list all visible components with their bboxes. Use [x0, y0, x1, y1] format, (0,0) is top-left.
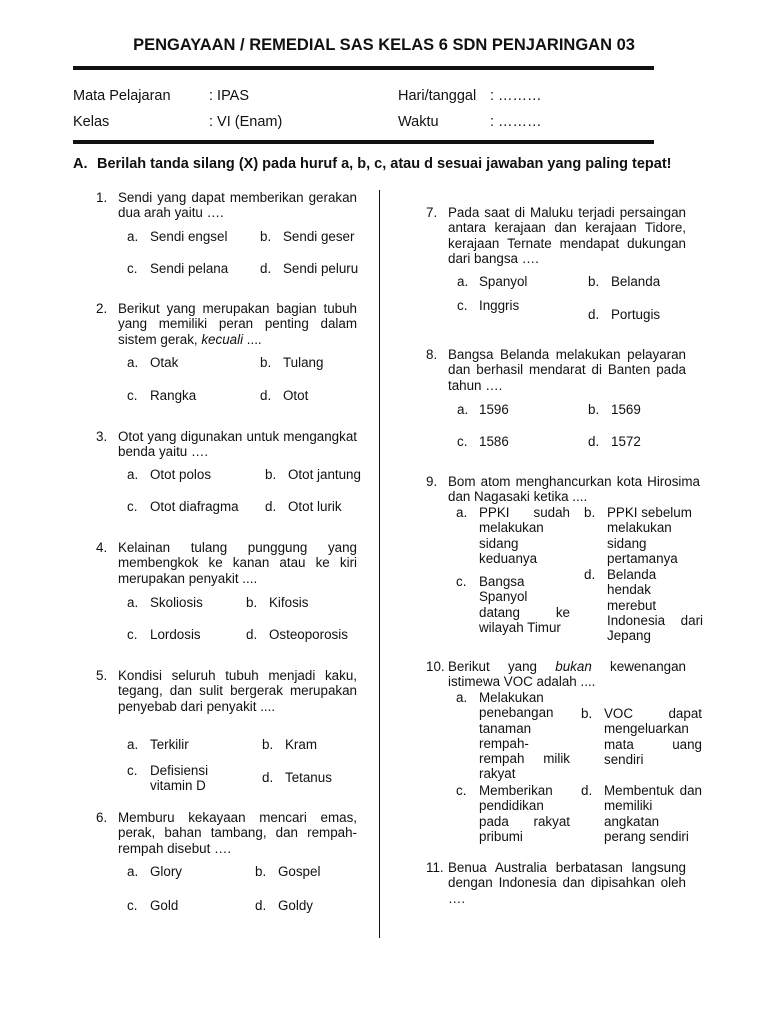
option-text: Tulang — [283, 355, 324, 370]
option-text: Memberikan pendidikan pada rakyat pribumi — [479, 783, 570, 844]
question-stem: Bom atom menghancurkan kota Hirosima dan Nagasaki ketika .... — [448, 474, 700, 505]
subject-label: Mata Pelajaran — [73, 88, 171, 104]
option-letter: a. — [127, 467, 139, 482]
option-text: Sendi pelana — [150, 261, 229, 276]
option-text: Spanyol — [479, 274, 528, 289]
option-letter: c. — [456, 783, 467, 798]
option-text: Otot polos — [150, 467, 212, 482]
option-text: Osteoporosis — [269, 627, 348, 642]
option-letter: a. — [457, 274, 469, 289]
option-letter: b. — [262, 737, 274, 752]
question-9 — [426, 474, 700, 505]
section-letter: A. — [73, 156, 88, 172]
option-text: Portugis — [611, 307, 661, 322]
instruction-text: Berilah tanda silang (X) pada huruf a, b, c, atau d sesuai jawaban yang paling tepat! — [97, 156, 672, 172]
option-letter: b. — [265, 467, 277, 482]
question-stem: Bangsa Belanda melakukan pelayaran dan berhasil mendarat di Banten pada tahun …. — [448, 347, 686, 393]
question-stem: Kondisi seluruh tubuh menjadi kaku, tegang, dan sulit bergerak merupakan penyebab dari penyakit .... — [118, 668, 357, 714]
option-letter: d. — [584, 567, 596, 582]
question-number: 2. — [96, 301, 108, 316]
question-number: 5. — [96, 668, 108, 683]
option-text: Bangsa Spanyol datang ke wilayah Timur — [479, 574, 570, 635]
option-letter: d. — [588, 434, 600, 449]
option-text: Belanda — [611, 274, 661, 289]
option-text: PPKI sudah melakukan sidang keduanya — [479, 505, 570, 566]
column-divider — [379, 190, 380, 938]
question-3 — [96, 429, 357, 460]
question-2 — [96, 301, 357, 347]
question-number: 6. — [96, 810, 108, 825]
option-text: Membentuk dan memiliki angkatan perang sendiri — [604, 783, 702, 844]
option-letter: a. — [127, 229, 139, 244]
option-text: Tetanus — [285, 770, 332, 785]
option-letter: b. — [246, 595, 258, 610]
question-10 — [426, 659, 686, 690]
option-text: VOC dapat mengeluarkan mata uang sendiri — [604, 706, 702, 767]
option-letter: d. — [260, 388, 272, 403]
option-text: Melakukan penebangan tanaman rempah-rempah milik rakyat — [479, 690, 570, 782]
option-letter: a. — [127, 737, 139, 752]
option-text: Kram — [285, 737, 317, 752]
option-text: PPKI sebelum melakukan sidang pertamanya — [607, 505, 692, 566]
question-stem: Memburu kekayaan mencari emas, perak, bahan tambang, dan rempah-rempah disebut …. — [118, 810, 357, 856]
question-stem: Kelainan tulang punggung yang membengkok ke kanan atau ke kiri merupakan penyakit .... — [118, 540, 357, 586]
class-value: : VI (Enam) — [209, 114, 283, 130]
question-5 — [96, 668, 357, 714]
option-text: Glory — [150, 864, 182, 879]
worksheet-title: PENGAYAAN / REMEDIAL SAS KELAS 6 SDN PENJARINGAN 03 — [133, 36, 635, 54]
option-letter: c. — [127, 388, 138, 403]
option-letter: a. — [127, 355, 139, 370]
time-label: Waktu — [398, 114, 439, 130]
option-text: Lordosis — [150, 627, 201, 642]
section-instruction — [73, 156, 703, 172]
question-stem: Otot yang digunakan untuk mengangkat benda yaitu …. — [118, 429, 357, 460]
option-text: Belanda hendak merebut Indonesia dari Jepang — [607, 567, 703, 644]
option-letter: a. — [457, 402, 469, 417]
option-text: Otot lurik — [288, 499, 342, 514]
option-text: Kifosis — [269, 595, 309, 610]
option-letter: d. — [581, 783, 593, 798]
stem-text: Berikut yang merupakan bagian tubuh yang memiliki peran penting dalam sistem gerak, — [118, 301, 357, 347]
header-bottom-divider — [73, 140, 654, 144]
option-letter: c. — [127, 499, 138, 514]
option-text: Sendi geser — [283, 229, 355, 244]
option-text: Gold — [150, 898, 179, 913]
option-text: 1596 — [479, 402, 509, 417]
option-letter: d. — [260, 261, 272, 276]
option-text: Gospel — [278, 864, 321, 879]
option-text: Defisiensi vitamin D — [150, 763, 209, 794]
subject-value: : IPAS — [209, 88, 250, 104]
option-letter: d. — [265, 499, 277, 514]
option-letter: c. — [457, 434, 468, 449]
question-number: 3. — [96, 429, 108, 444]
option-letter: b. — [584, 505, 596, 520]
question-number: 10. — [426, 659, 445, 674]
date-label: Hari/tanggal — [398, 88, 477, 104]
option-letter: a. — [456, 505, 468, 520]
option-text: Otak — [150, 355, 179, 370]
question-number: 8. — [426, 347, 438, 362]
option-letter: a. — [127, 595, 139, 610]
question-number: 11. — [426, 860, 444, 875]
question-4 — [96, 540, 357, 586]
option-text: Sendi peluru — [283, 261, 359, 276]
stem-emphasis: bukan — [555, 659, 592, 674]
option-text: Terkilir — [150, 737, 189, 752]
question-8 — [426, 347, 686, 393]
question-number: 9. — [426, 474, 438, 489]
option-text: 1569 — [611, 402, 641, 417]
stem-text: .... — [243, 331, 262, 347]
stem-text: kewenangan istimewa VOC adalah .... — [448, 659, 686, 690]
option-text: Otot diafragma — [150, 499, 239, 514]
date-value: : ……… — [490, 88, 542, 104]
option-letter: d. — [262, 770, 274, 785]
question-number: 7. — [426, 205, 438, 220]
question-11 — [426, 860, 686, 906]
option-letter: b. — [260, 355, 272, 370]
top-divider — [73, 66, 654, 70]
option-text: Skoliosis — [150, 595, 203, 610]
option-letter: d. — [588, 307, 600, 322]
option-letter: c. — [456, 574, 467, 589]
option-letter: c. — [127, 627, 138, 642]
question-stem — [448, 659, 686, 690]
option-text: Rangka — [150, 388, 197, 403]
stem-text: Berikut yang — [448, 659, 556, 674]
question-7 — [426, 205, 686, 266]
option-text: Sendi engsel — [150, 229, 228, 244]
option-text: Otot — [283, 388, 309, 403]
stem-emphasis: kecuali — [201, 331, 244, 347]
option-letter: d. — [246, 627, 258, 642]
question-stem: Benua Australia berbatasan langsung dengan Indonesia dan dipisahkan oleh …. — [448, 860, 686, 906]
option-letter: b. — [588, 402, 600, 417]
option-text: Goldy — [278, 898, 313, 913]
question-6 — [96, 810, 357, 856]
option-text: Inggris — [479, 298, 520, 313]
option-letter: c. — [457, 298, 468, 313]
option-text: Otot jantung — [288, 467, 361, 482]
question-stem — [118, 301, 357, 347]
option-letter: b. — [255, 864, 267, 879]
option-letter: c. — [127, 261, 138, 276]
option-letter: c. — [127, 763, 138, 778]
option-letter: c. — [127, 898, 138, 913]
option-letter: a. — [456, 690, 468, 705]
option-letter: b. — [260, 229, 272, 244]
question-number: 4. — [96, 540, 108, 555]
class-label: Kelas — [73, 114, 110, 130]
question-stem: Sendi yang dapat memberikan gerakan dua arah yaitu …. — [118, 190, 357, 221]
option-text: 1572 — [611, 434, 641, 449]
time-value: : ……… — [490, 114, 542, 130]
question-stem: Pada saat di Maluku terjadi persaingan antara kerajaan dan kerajaan Tidore, kerajaan Ternate mendapat dukungan dari bangsa …. — [448, 205, 686, 266]
question-number: 1. — [96, 190, 108, 205]
option-letter: d. — [255, 898, 267, 913]
option-text: 1586 — [479, 434, 509, 449]
option-letter: a. — [127, 864, 139, 879]
option-letter: b. — [581, 706, 593, 721]
option-letter: b. — [588, 274, 600, 289]
question-1 — [96, 190, 357, 221]
